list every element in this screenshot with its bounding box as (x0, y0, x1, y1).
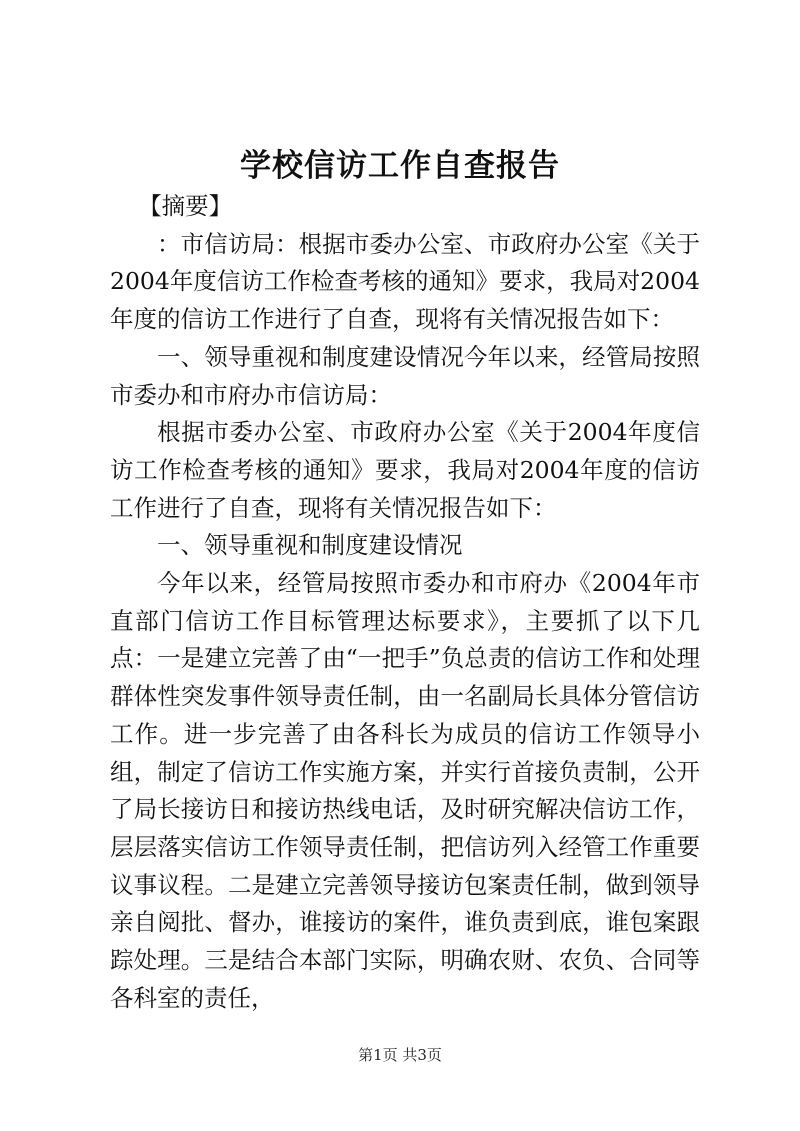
document-body (110, 188, 700, 1017)
document-title: 学校信访工作自查报告 (240, 148, 560, 184)
abstract-label: 【摘要】 (138, 192, 233, 220)
paragraph: 根据市委办公室、市政府办公室《关于2004年度信访工作检查考核的通知》要求，我局对2004年度的信访工作进行了自查，现将有关情况报告如下： (110, 418, 700, 522)
paragraph: ：市信访局：根据市委办公室、市政府办公室《关于2004年度信访工作检查考核的通知》要求，我局对2004年度的信访工作进行了自查，现将有关情况报告如下： (110, 229, 700, 334)
section-heading: 一、领导重视和制度建设情况 (157, 531, 463, 560)
page-footer: 第1页 共3页 (358, 1046, 442, 1064)
paragraph: 一、领导重视和制度建设情况今年以来，经管局按照市委办和市府办市信访局： (110, 342, 700, 409)
paragraph: 今年以来，经管局按照市委办和市府办《2004年市直部门信访工作目标管理达标要求》，主要抓了以下几点：一是建立完善了由“一把手”负总责的信访工作和处理群体性突发事件领导责任制，由一名副局长具体分管信访工作。进一步完善了由各科长为成员的信访工作领导小组，制定了信访工作实施方案，并实行首接负责制，公开了局长接访日和接访热线电话，及时研究解决信访工作，层层落实信访工作领导责任制，把信访列入经管工作重要议事议程。二是建立完善领导接访包案责任制，做到领导亲自阅批、督办，谁接访的案件，谁负责到底，谁包案跟踪处理。三是结合本部门实际，明确农财、农负、合同等各科室的责任， (110, 569, 700, 1012)
